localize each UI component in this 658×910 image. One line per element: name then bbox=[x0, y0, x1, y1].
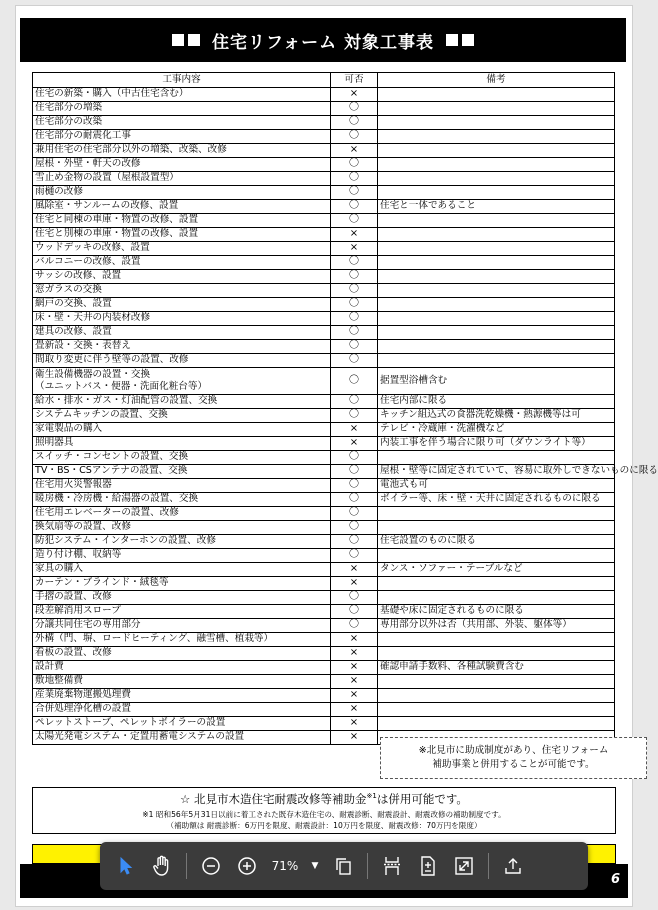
work-item-cell bbox=[33, 340, 331, 354]
table-row bbox=[33, 451, 615, 465]
work-item-cell bbox=[33, 577, 331, 591]
page-split-icon[interactable] bbox=[374, 848, 410, 884]
table-row bbox=[33, 493, 615, 507]
work-item: 家具の購入 bbox=[35, 563, 83, 575]
work-item-cell bbox=[33, 563, 331, 577]
work-item: カーテン・ブラインド・絨毯等 bbox=[35, 577, 169, 589]
work-item: 窓ガラスの交換 bbox=[35, 284, 102, 296]
availability-mark: 〇 bbox=[331, 186, 378, 200]
subsidy-note-text: ☆ 北見市木造住宅耐震改修等補助金 bbox=[180, 792, 367, 806]
remark-cell: 専用部分以外は否（共用部、外装、躯体等） bbox=[378, 619, 615, 633]
work-item-cell bbox=[33, 242, 331, 256]
work-item: 敷地整備費 bbox=[35, 675, 83, 687]
work-item-cell bbox=[33, 116, 331, 130]
work-item: システムキッチンの設置、交換 bbox=[35, 409, 168, 421]
work-item-cell bbox=[33, 228, 331, 242]
work-item: 産業廃棄物運搬処理費 bbox=[35, 689, 131, 701]
availability-mark: 〇 bbox=[331, 116, 378, 130]
table-row bbox=[33, 270, 615, 284]
table-row bbox=[33, 298, 615, 312]
subsidy-footnote: ※1 昭和56年5月31日以前に着工された既存木造住宅の、耐震診断、耐震設計、耐震改修の補助制度です。 bbox=[142, 810, 506, 819]
work-item-cell bbox=[33, 88, 331, 102]
table-row bbox=[33, 675, 615, 689]
remark-cell bbox=[378, 284, 615, 298]
work-item: 手摺の設置、改修 bbox=[35, 591, 112, 603]
work-item-cell bbox=[33, 661, 331, 675]
remark-cell bbox=[378, 312, 615, 326]
availability-mark: 〇 bbox=[331, 312, 378, 326]
work-item: 看板の設置、改修 bbox=[35, 647, 112, 659]
table-row bbox=[33, 256, 615, 270]
remark-cell bbox=[378, 717, 615, 731]
table-row bbox=[33, 717, 615, 731]
remark-cell: 住宅設置のものに限る bbox=[378, 535, 615, 549]
remark-cell: 住宅内部に限る bbox=[378, 395, 615, 409]
availability-mark: 〇 bbox=[331, 535, 378, 549]
availability-mark: × bbox=[331, 228, 378, 242]
remark-cell bbox=[378, 158, 615, 172]
work-item-cell bbox=[33, 423, 331, 437]
works-table bbox=[32, 72, 658, 745]
work-item: 分譲共同住宅の専用部分 bbox=[35, 619, 141, 631]
work-item: 住宅用火災警報器 bbox=[35, 479, 112, 491]
title-squares-right-icon bbox=[444, 34, 476, 46]
remark-cell: 住宅と一体であること bbox=[378, 200, 615, 214]
table-row bbox=[33, 88, 615, 102]
subsidy-note-main bbox=[33, 791, 615, 807]
remark-cell bbox=[378, 647, 615, 661]
header-work: 工事内容 bbox=[33, 73, 331, 88]
table-row bbox=[33, 228, 615, 242]
table-header-row bbox=[33, 73, 615, 88]
share-upload-icon[interactable] bbox=[495, 848, 531, 884]
work-item-cell bbox=[33, 647, 331, 661]
availability-mark: × bbox=[331, 647, 378, 661]
remark-cell: キッチン組込式の食器洗乾燥機・熱源機等は可 bbox=[378, 409, 615, 423]
availability-mark: 〇 bbox=[331, 465, 378, 479]
work-item-cell bbox=[33, 326, 331, 340]
work-item: 間取り変更に伴う壁等の設置、改修 bbox=[35, 354, 189, 366]
work-item: 太陽光発電システム・定置用蓄電システムの設置 bbox=[35, 731, 245, 743]
availability-mark: 〇 bbox=[331, 521, 378, 535]
availability-mark: × bbox=[331, 675, 378, 689]
work-item: TV・BS・CSアンテナの設置、交換 bbox=[35, 465, 188, 477]
work-item: 設計費 bbox=[35, 661, 64, 673]
work-item: 住宅の新築・購入（中古住宅含む） bbox=[35, 88, 189, 100]
remark-cell: 確認申請手数料、各種試験費含む bbox=[378, 661, 615, 675]
work-item-cell bbox=[33, 354, 331, 368]
hand-tool-icon[interactable] bbox=[144, 848, 180, 884]
remark-cell bbox=[378, 689, 615, 703]
availability-mark: × bbox=[331, 731, 378, 745]
zoom-dropdown-icon[interactable]: ▼ bbox=[311, 861, 319, 871]
work-item: 給水・排水・ガス・灯油配管の設置、交換 bbox=[35, 395, 218, 407]
subsidy-note-text-post: は併用可能です。 bbox=[376, 792, 468, 806]
subsidy-note-sup: ※1 bbox=[366, 792, 377, 801]
availability-mark: 〇 bbox=[331, 591, 378, 605]
work-item: 兼用住宅の住宅部分以外の増築、改築、改修 bbox=[35, 144, 227, 156]
work-item-cell bbox=[33, 717, 331, 731]
work-item: 暖房機・冷房機・給湯器の設置、交換 bbox=[35, 493, 199, 505]
table-row bbox=[33, 549, 615, 563]
remark-cell bbox=[378, 102, 615, 116]
remark-cell bbox=[378, 591, 615, 605]
copy-pages-icon[interactable] bbox=[325, 848, 361, 884]
availability-mark: 〇 bbox=[331, 298, 378, 312]
remark-cell bbox=[378, 577, 615, 591]
table-row bbox=[33, 437, 615, 451]
work-item-cell bbox=[33, 703, 331, 717]
work-item-cell bbox=[33, 270, 331, 284]
remark-cell: 基礎や床に固定されるものに限る bbox=[378, 605, 615, 619]
remark-cell bbox=[378, 242, 615, 256]
remark-cell: ボイラー等、床・壁・天井に固定されるものに限る bbox=[378, 493, 615, 507]
table-row bbox=[33, 326, 615, 340]
work-item-line2: （ユニットバス・便器・洗面化粧台等） bbox=[35, 381, 208, 392]
work-item: 風除室・サンルームの改修、設置 bbox=[35, 200, 179, 212]
work-item-cell bbox=[33, 200, 331, 214]
table-row bbox=[33, 116, 615, 130]
table-row bbox=[33, 577, 615, 591]
table-row bbox=[33, 144, 615, 158]
remark-cell bbox=[378, 298, 615, 312]
joint-use-note bbox=[380, 737, 647, 779]
work-item-cell bbox=[33, 130, 331, 144]
remark-cell bbox=[378, 326, 615, 340]
work-item: 家電製品の購入 bbox=[35, 423, 103, 435]
remark-cell bbox=[378, 703, 615, 717]
work-item-cell bbox=[33, 284, 331, 298]
availability-mark: 〇 bbox=[331, 395, 378, 409]
availability-mark: 〇 bbox=[331, 172, 378, 186]
remark-cell bbox=[378, 340, 615, 354]
availability-mark: × bbox=[331, 423, 378, 437]
availability-mark: × bbox=[331, 689, 378, 703]
work-item-cell bbox=[33, 172, 331, 186]
table-row bbox=[33, 507, 615, 521]
remark-cell: 電池式も可 bbox=[378, 479, 615, 493]
work-item: ペレットストーブ、ペレットボイラーの設置 bbox=[35, 717, 226, 729]
remark-cell bbox=[378, 521, 615, 535]
availability-mark: 〇 bbox=[331, 409, 378, 423]
availability-mark: 〇 bbox=[331, 354, 378, 368]
page-compare-icon[interactable] bbox=[410, 848, 446, 884]
availability-mark: × bbox=[331, 633, 378, 647]
toolbar-separator bbox=[186, 853, 187, 879]
toolbar-separator bbox=[367, 853, 368, 879]
work-item-cell bbox=[33, 689, 331, 703]
table-row bbox=[33, 130, 615, 144]
fit-screen-icon[interactable] bbox=[446, 848, 482, 884]
availability-mark: 〇 bbox=[331, 619, 378, 633]
table-row bbox=[33, 186, 615, 200]
availability-mark: 〇 bbox=[331, 605, 378, 619]
remark-cell bbox=[378, 116, 615, 130]
work-item-cell bbox=[33, 675, 331, 689]
table-row bbox=[33, 368, 615, 395]
availability-mark: 〇 bbox=[331, 326, 378, 340]
document-page bbox=[15, 5, 658, 907]
remark-cell bbox=[378, 88, 615, 102]
work-item: 衛生設備機器の設置・交換 bbox=[35, 368, 151, 380]
remark-cell bbox=[378, 228, 615, 242]
work-item-cell bbox=[33, 479, 331, 493]
work-item: ウッドデッキの改修、設置 bbox=[35, 242, 150, 254]
table-row bbox=[33, 158, 615, 172]
subsidy-note-box bbox=[32, 787, 616, 834]
remark-cell bbox=[378, 256, 615, 270]
work-item: 住宅部分の改築 bbox=[35, 116, 103, 128]
table-row bbox=[33, 605, 615, 619]
work-item-cell bbox=[33, 507, 331, 521]
table-row bbox=[33, 591, 615, 605]
remark-cell bbox=[378, 186, 615, 200]
work-item: 住宅と別棟の車庫・物置の改修、設置 bbox=[35, 228, 199, 240]
work-item: バルコニーの改修、設置 bbox=[35, 256, 141, 268]
availability-mark: × bbox=[331, 144, 378, 158]
work-item-cell bbox=[33, 312, 331, 326]
viewer-toolbar bbox=[100, 842, 588, 890]
work-item-cell bbox=[33, 605, 331, 619]
toolbar-separator bbox=[488, 853, 489, 879]
availability-mark: 〇 bbox=[331, 451, 378, 465]
availability-mark: 〇 bbox=[331, 340, 378, 354]
work-item-cell bbox=[33, 298, 331, 312]
work-item: 住宅用エレベーターの設置、改修 bbox=[35, 507, 179, 519]
availability-mark: 〇 bbox=[331, 507, 378, 521]
remark-cell bbox=[378, 451, 615, 465]
work-item-cell bbox=[33, 493, 331, 507]
work-item-cell bbox=[33, 549, 331, 563]
work-item: スイッチ・コンセントの設置、交換 bbox=[35, 451, 189, 463]
table-row bbox=[33, 703, 615, 717]
work-item-cell bbox=[33, 368, 331, 395]
remark-cell: タンス・ソファー・テーブルなど bbox=[378, 563, 615, 577]
work-item-cell bbox=[33, 591, 331, 605]
work-item-cell bbox=[33, 144, 331, 158]
table-row bbox=[33, 340, 615, 354]
availability-mark: × bbox=[331, 88, 378, 102]
availability-mark: × bbox=[331, 563, 378, 577]
remark-cell: テレビ・冷蔵庫・洗濯機など bbox=[378, 423, 615, 437]
remark-cell bbox=[378, 354, 615, 368]
availability-mark: × bbox=[331, 577, 378, 591]
work-item: 住宅部分の増築 bbox=[35, 102, 103, 114]
availability-mark: 〇 bbox=[331, 200, 378, 214]
work-item: 照明器具 bbox=[35, 437, 74, 449]
remark-cell bbox=[378, 270, 615, 284]
table-row bbox=[33, 689, 615, 703]
page-title: 住宅リフォーム 対象工事表 bbox=[211, 32, 435, 53]
work-item-cell bbox=[33, 437, 331, 451]
work-item-cell bbox=[33, 214, 331, 228]
zoom-out-icon[interactable] bbox=[193, 848, 229, 884]
work-item: 住宅と同棟の車庫・物置の改修、設置 bbox=[35, 214, 199, 226]
availability-mark: 〇 bbox=[331, 214, 378, 228]
remark-cell bbox=[378, 549, 615, 563]
table-row bbox=[33, 661, 615, 675]
remark-cell bbox=[378, 675, 615, 689]
remark-cell bbox=[378, 214, 615, 228]
remark-cell bbox=[378, 144, 615, 158]
work-item: 雪止め金物の設置（屋根設置型） bbox=[35, 172, 179, 184]
work-item-cell bbox=[33, 409, 331, 423]
work-item-cell bbox=[33, 256, 331, 270]
availability-mark: 〇 bbox=[331, 549, 378, 563]
availability-mark: 〇 bbox=[331, 368, 378, 395]
work-item: 造り付け棚、収納等 bbox=[35, 549, 122, 561]
work-item-cell bbox=[33, 451, 331, 465]
table-row bbox=[33, 242, 615, 256]
availability-mark: 〇 bbox=[331, 130, 378, 144]
table-row bbox=[33, 354, 615, 368]
page-number: 6 bbox=[610, 872, 620, 887]
remark-cell bbox=[378, 130, 615, 144]
availability-mark: 〇 bbox=[331, 284, 378, 298]
work-item: 雨樋の改修 bbox=[35, 186, 83, 198]
availability-mark: 〇 bbox=[331, 270, 378, 284]
remark-cell bbox=[378, 507, 615, 521]
work-item: 防犯システム・インターホンの設置、改修 bbox=[35, 535, 216, 547]
page-title-banner bbox=[20, 18, 626, 62]
header-availability: 可否 bbox=[331, 73, 378, 88]
work-item: 外構（門、塀、ロードヒーティング、融雪槽、植栽等） bbox=[35, 633, 274, 645]
availability-mark: × bbox=[331, 703, 378, 717]
subsidy-amounts: （補助額は 耐震診断：6万円を限度、耐震設計：10万円を限度、耐震改修：70万円を限度） bbox=[166, 821, 482, 830]
table-row bbox=[33, 619, 615, 633]
work-item-cell bbox=[33, 186, 331, 200]
work-item: 段差解消用スロープ bbox=[35, 605, 121, 617]
title-squares-left-icon bbox=[170, 34, 202, 46]
work-item-cell bbox=[33, 395, 331, 409]
table-row bbox=[33, 200, 615, 214]
availability-mark: × bbox=[331, 242, 378, 256]
work-item-cell bbox=[33, 535, 331, 549]
table-row bbox=[33, 535, 615, 549]
table-row bbox=[33, 465, 615, 479]
work-item-cell bbox=[33, 619, 331, 633]
availability-mark: × bbox=[331, 661, 378, 675]
table-row bbox=[33, 479, 615, 493]
table-row bbox=[33, 312, 615, 326]
work-item-cell bbox=[33, 633, 331, 647]
availability-mark: × bbox=[331, 717, 378, 731]
zoom-level[interactable]: 71% bbox=[271, 859, 299, 873]
remark-cell bbox=[378, 172, 615, 186]
work-item: 畳新設・交換・表替え bbox=[35, 340, 131, 352]
work-item-cell bbox=[33, 158, 331, 172]
work-item: 床・壁・天井の内装材改修 bbox=[35, 312, 151, 324]
remark-cell: 据置型浴槽含む bbox=[378, 368, 615, 395]
select-pointer-icon[interactable] bbox=[108, 848, 144, 884]
table-row bbox=[33, 395, 615, 409]
work-item: 屋根・外壁・軒天の改修 bbox=[35, 158, 141, 170]
work-item: 網戸の交換、設置 bbox=[35, 298, 112, 310]
header-remarks: 備考 bbox=[378, 73, 615, 88]
remark-cell: 内装工事を伴う場合に限り可（ダウンライト等） bbox=[378, 437, 615, 451]
table-row bbox=[33, 521, 615, 535]
work-item-cell bbox=[33, 731, 331, 745]
table-row bbox=[33, 563, 615, 577]
work-item: 住宅部分の耐震化工事 bbox=[35, 130, 131, 142]
table-row bbox=[33, 409, 615, 423]
work-item: サッシの改修、設置 bbox=[35, 270, 122, 282]
table-row bbox=[33, 633, 615, 647]
availability-mark: 〇 bbox=[331, 158, 378, 172]
table-row bbox=[33, 172, 615, 186]
availability-mark: 〇 bbox=[331, 493, 378, 507]
table-row bbox=[33, 214, 615, 228]
table-row bbox=[33, 102, 615, 116]
table-row bbox=[33, 423, 615, 437]
table-row bbox=[33, 647, 615, 661]
work-item-cell bbox=[33, 102, 331, 116]
work-item-cell bbox=[33, 521, 331, 535]
availability-mark: 〇 bbox=[331, 479, 378, 493]
work-item: 換気扇等の設置、改修 bbox=[35, 521, 131, 533]
remark-cell: 屋根・壁等に固定されていて、容易に取外しできないものに限る bbox=[378, 465, 615, 479]
joint-note-line2: 補助事業と併用することが可能です。 bbox=[432, 759, 595, 770]
availability-mark: 〇 bbox=[331, 256, 378, 270]
work-item: 合併処理浄化槽の設置 bbox=[35, 703, 131, 715]
zoom-in-icon[interactable] bbox=[229, 848, 265, 884]
remark-cell bbox=[378, 633, 615, 647]
availability-mark: × bbox=[331, 437, 378, 451]
joint-note-line1: ※北見市に助成制度があり、住宅リフォーム bbox=[418, 745, 609, 756]
table-row bbox=[33, 284, 615, 298]
availability-mark: 〇 bbox=[331, 102, 378, 116]
work-item-cell bbox=[33, 465, 331, 479]
work-item: 建具の改修、設置 bbox=[35, 326, 112, 338]
